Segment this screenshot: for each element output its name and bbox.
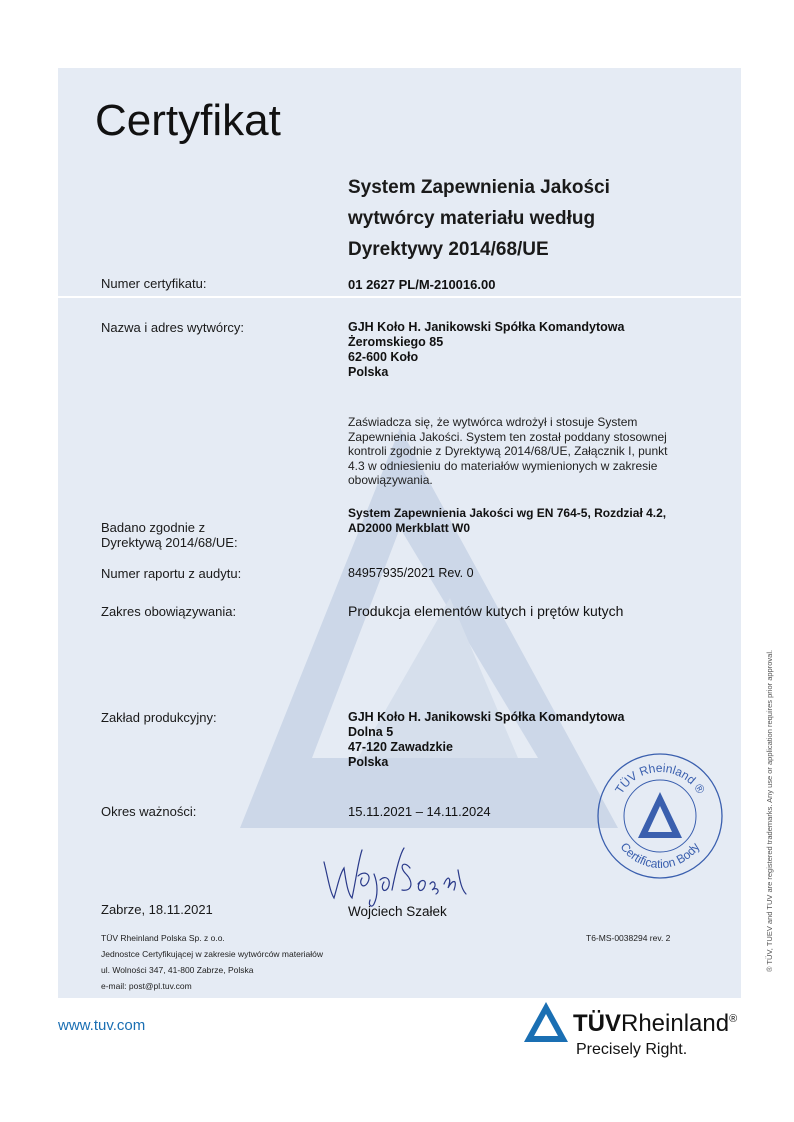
manufacturer-address: GJH Koło H. Janikowski Spółka Komandytowa Żeromskiego 85 62-600 Koło Polska [348, 320, 625, 379]
header-separator [58, 296, 741, 298]
document-code: T6-MS-0038294 rev. 2 [586, 933, 671, 943]
certification-body-stamp [594, 750, 726, 882]
production-plant-label: Zakład produkcyjny: [101, 710, 217, 725]
certificate-subject: System Zapewnienia Jakości wytwórcy materiału według Dyrektywy 2014/68/UE [348, 177, 610, 260]
tuv-logo-icon [522, 1000, 570, 1044]
signature [318, 840, 478, 910]
validity-label: Okres ważności: [101, 804, 197, 819]
scope-label: Zakres obowiązywania: [101, 604, 237, 619]
audit-report-number: 84957935/2021 Rev. 0 [348, 566, 474, 580]
issuer-unit: Jednostce Certyfikującej w zakresie wytwórców materiałów [101, 949, 324, 959]
validity-period: 15.11.2021 – 14.11.2024 [348, 804, 491, 819]
brand-name: TÜVRheinland® [573, 1010, 738, 1037]
brand-claim: Precisely Right. [576, 1041, 688, 1058]
tested-label: Badano zgodnie z Dyrektywą 2014/68/UE: [101, 520, 238, 550]
website-link[interactable]: www.tuv.com [58, 1017, 146, 1034]
production-plant-address: GJH Koło H. Janikowski Spółka Komandytowa Dolna 5 47-120 Zawadzkie Polska [348, 710, 625, 769]
svg-text:Certification Body [618, 840, 703, 871]
issuer-address: ul. Wolności 347, 41-800 Zabrze, Polska [101, 965, 254, 975]
certificate-number: 01 2627 PL/M-210016.00 [348, 277, 496, 292]
signatory-name: Wojciech Szałek [348, 904, 447, 919]
place-date: Zabrze, 18.11.2021 [101, 902, 213, 917]
stamp-bottom-text: Certification Body [617, 839, 703, 872]
manufacturer-label: Nazwa i adres wytwórcy: [101, 320, 245, 335]
stamp-top-text: TÜV Rheinland ® [612, 760, 708, 797]
svg-text:TÜV Rheinland ® [612, 761, 708, 797]
issuer-email: e-mail: post@pl.tuv.com [101, 981, 192, 991]
trademark-note: ® TÜV, TUEV and TUV are registered trademarks. Any use or application requires prior approval. [765, 649, 774, 972]
page-title: Certyfikat [95, 96, 281, 145]
issuer-name: TÜV Rheinland Polska Sp. z o.o. [101, 933, 225, 943]
stamp-triangle-icon [638, 792, 682, 838]
conformity-statement: Zaświadcza się, że wytwórca wdrożył i stosuje System Zapewnienia Jakości. System ten został poddany stosownej kontroli zgodnie z Dyrektywą 2014/68/UE, Załącznik I, punkt 4.3 w odniesieniu do materiałów wymienionych w zakresie obowiązywania. [348, 415, 668, 487]
tested-standard: System Zapewnienia Jakości wg EN 764-5, Rozdział 4.2, AD2000 Merkblatt W0 [348, 506, 667, 535]
scope-value: Produkcja elementów kutych i prętów kutych [348, 603, 624, 619]
audit-report-label: Numer raportu z audytu: [101, 566, 242, 581]
certificate-number-label: Numer certyfikatu: [101, 276, 207, 291]
